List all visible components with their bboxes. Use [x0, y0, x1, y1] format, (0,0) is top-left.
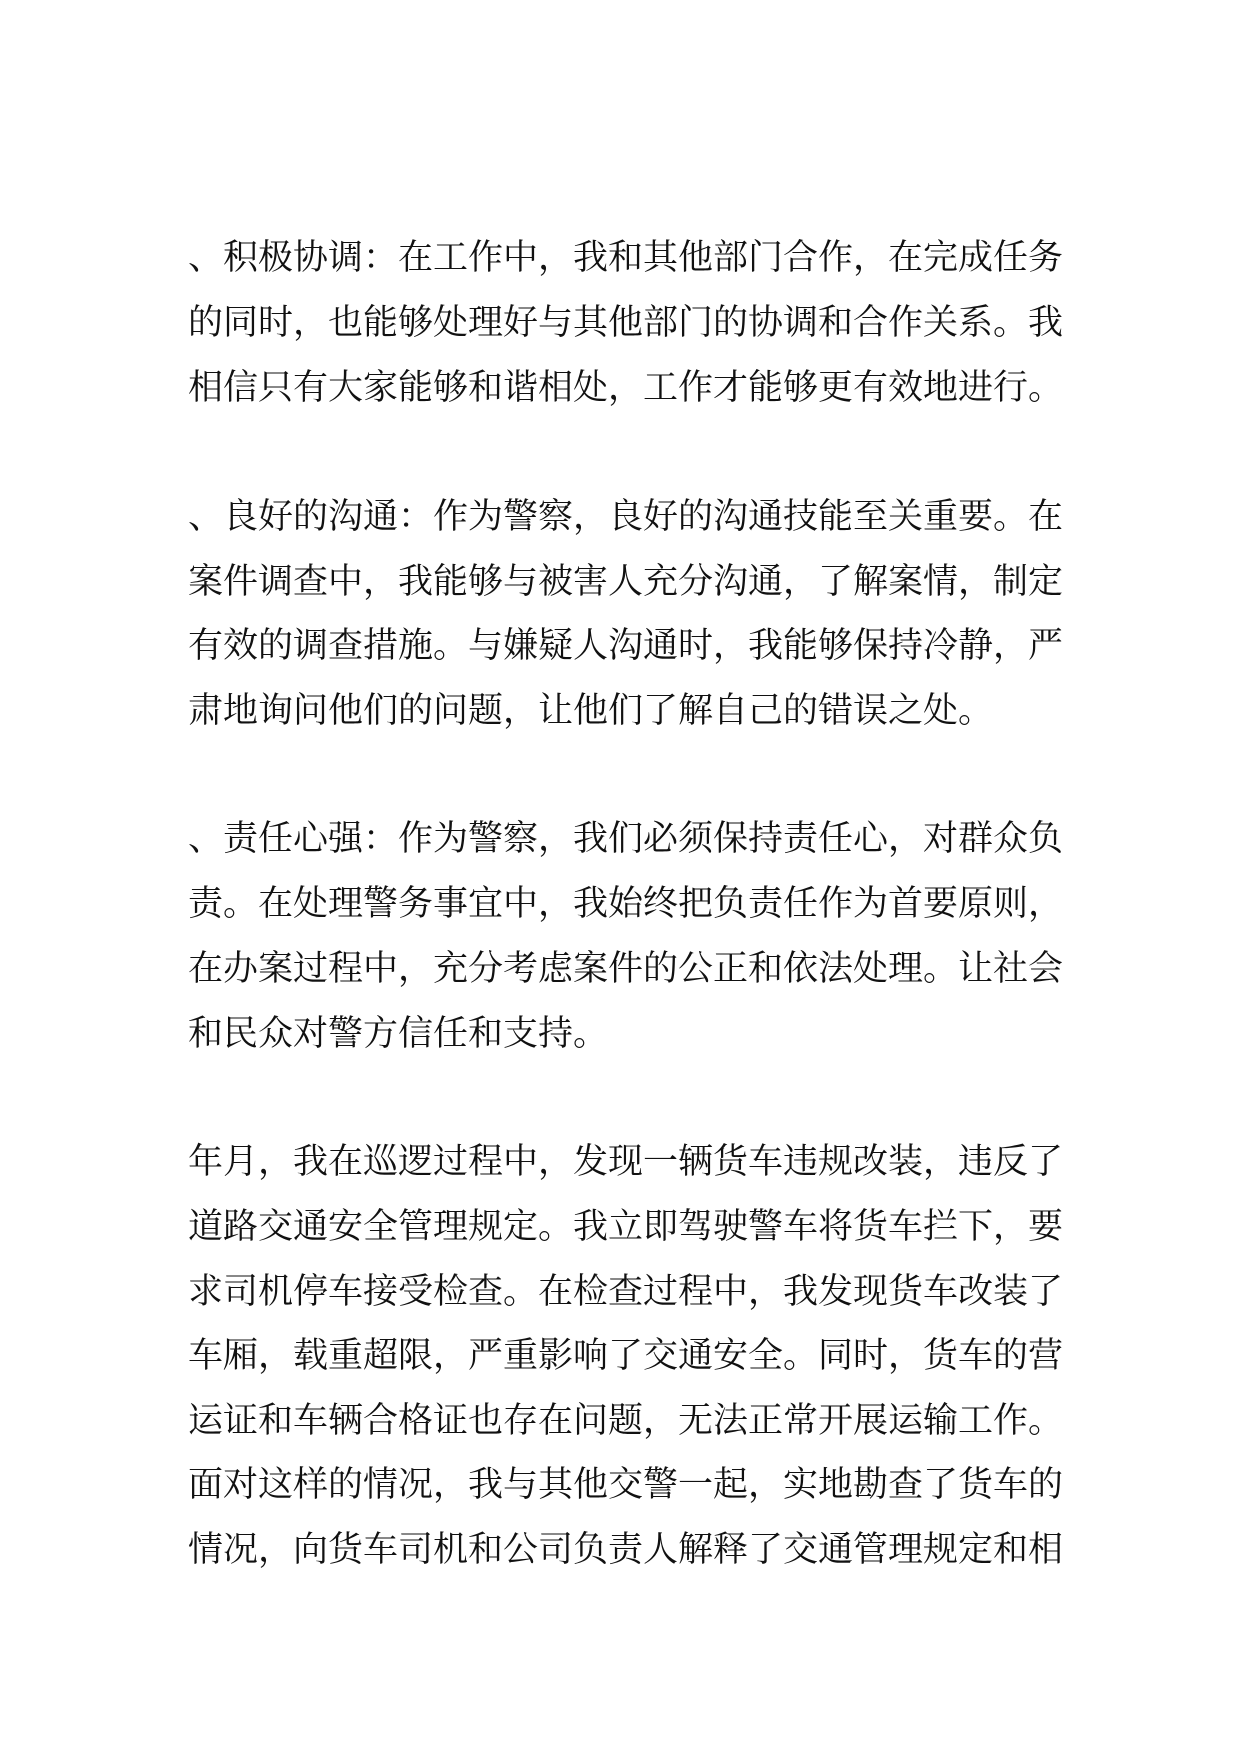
paragraph-2-line-3: 有效的调查措施。与嫌疑人沟通时，我能够保持冷静，严 [188, 626, 1064, 666]
paragraph-4-line-6: 面对这样的情况，我与其他交警一起，实地勘查了货车的 [188, 1465, 1064, 1505]
paragraph-3-line-1: 、责任心强：作为警察，我们必须保持责任心，对群众负 [188, 819, 1064, 859]
paragraph-4-line-7: 情况，向货车司机和公司负责人解释了交通管理规定和相 [188, 1530, 1064, 1570]
paragraph-4-line-4: 车厢，载重超限，严重影响了交通安全。同时，货车的营 [188, 1336, 1064, 1376]
paragraph-1-line-3: 相信只有大家能够和谐相处，工作才能够更有效地进行。 [188, 368, 1064, 408]
paragraph-4-line-5: 运证和车辆合格证也存在问题，无法正常开展运输工作。 [188, 1401, 1064, 1441]
paragraph-1-line-2: 的同时，也能够处理好与其他部门的协调和合作关系。我 [188, 303, 1064, 343]
paragraph-2-line-1: 、良好的沟通：作为警察，良好的沟通技能至关重要。在 [188, 497, 1064, 537]
paragraph-4-line-1: 年月，我在巡逻过程中，发现一辆货车违规改装，违反了 [188, 1142, 1064, 1182]
paragraph-1-line-1: 、积极协调：在工作中，我和其他部门合作，在完成任务 [188, 238, 1064, 278]
paragraph-4-line-2: 道路交通安全管理规定。我立即驾驶警车将货车拦下，要 [188, 1207, 1064, 1247]
paragraph-3-line-2: 责。在处理警务事宜中，我始终把负责任作为首要原则， [188, 884, 1064, 924]
paragraph-3-line-3: 在办案过程中，充分考虑案件的公正和依法处理。让社会 [188, 949, 1064, 989]
paragraph-2-line-2: 案件调查中，我能够与被害人充分沟通，了解案情，制定 [188, 562, 1064, 602]
paragraph-3-line-4: 和民众对警方信任和支持。 [188, 1014, 609, 1054]
paragraph-4-line-3: 求司机停车接受检查。在检查过程中，我发现货车改装了 [188, 1272, 1064, 1312]
paragraph-2-line-4: 肃地询问他们的问题，让他们了解自己的错误之处。 [188, 691, 994, 731]
